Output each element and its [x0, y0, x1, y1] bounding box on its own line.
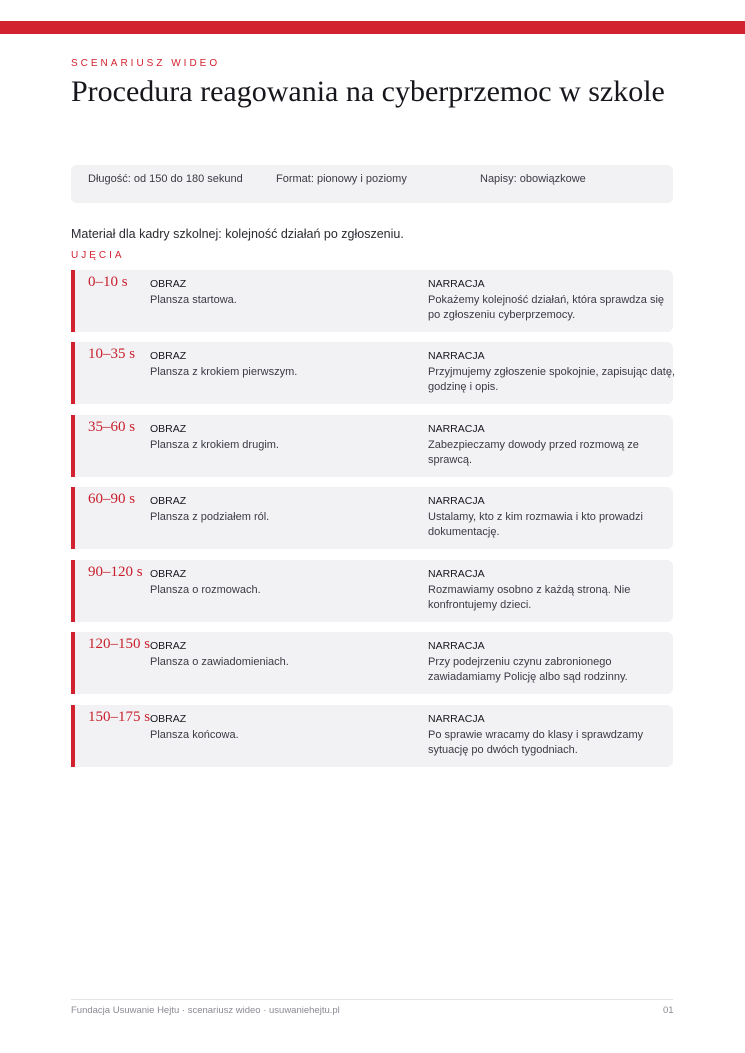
shot-image-text: Plansza o rozmowach.: [150, 583, 261, 596]
shot-card: [71, 415, 673, 477]
shot-card: [71, 560, 673, 622]
narration-label: NARRACJA: [428, 713, 485, 725]
shot-card: [71, 342, 676, 404]
shot-image-column: [150, 349, 412, 380]
section-label-shots: UJĘCIA: [71, 250, 125, 261]
shot-time: 150–175 s: [88, 709, 151, 725]
image-label: OBRAZ: [150, 713, 187, 725]
document-kicker: SCENARIUSZ WIDEO: [71, 58, 221, 69]
shot-narration-column: [428, 422, 678, 469]
shot-narration-text: Przyjmujemy zgłoszenie spokojnie, zapisując datę, godzinę i opis.: [428, 365, 676, 393]
shot-image-column: [150, 639, 412, 670]
shot-time: 0–10 s: [88, 274, 128, 290]
narration-label: NARRACJA: [428, 495, 485, 507]
meta-info-box: [71, 165, 673, 203]
image-label: OBRAZ: [150, 640, 187, 652]
meta-format: Format: pionowy i poziomy: [276, 173, 407, 185]
shot-narration-text: Po sprawie wracamy do klasy i sprawdzamy sytuację po dwóch tygodniach.: [428, 728, 644, 756]
shot-image-column: [150, 567, 412, 598]
shot-narration-column: [428, 567, 678, 614]
shot-image-column: [150, 494, 412, 525]
shot-time: 60–90 s: [88, 491, 136, 507]
shot-image-column: [150, 277, 412, 308]
shot-time: 35–60 s: [88, 419, 136, 435]
image-label: OBRAZ: [150, 568, 187, 580]
narration-label: NARRACJA: [428, 350, 485, 362]
image-label: OBRAZ: [150, 423, 187, 435]
image-label: OBRAZ: [150, 495, 187, 507]
shot-narration-text: Przy podejrzeniu czynu zabronionego zawiadamiamy Policję albo sąd rodzinny.: [428, 655, 628, 683]
shot-card: [71, 487, 673, 549]
shot-narration-column: [428, 639, 678, 686]
image-label: OBRAZ: [150, 350, 187, 362]
footer-divider: [71, 999, 673, 1000]
shot-image-text: Plansza o zawiadomieniach.: [150, 655, 289, 668]
image-label: OBRAZ: [150, 278, 187, 290]
footer-text: Fundacja Usuwanie Hejtu · scenariusz wideo · usuwaniehejtu.pl: [71, 1005, 340, 1016]
shot-image-column: [150, 712, 412, 743]
shot-image-text: Plansza startowa.: [150, 293, 237, 306]
shot-card: [71, 705, 673, 767]
shot-narration-text: Ustalamy, kto z kim rozmawia i kto prowadzi dokumentację.: [428, 510, 643, 538]
shot-narration-text: Pokażemy kolejność działań, która sprawdza się po zgłoszeniu cyberprzemocy.: [428, 293, 665, 321]
shot-narration-column: [428, 349, 678, 396]
intro-text: Materiał dla kadry szkolnej: kolejność działań po zgłoszeniu.: [71, 227, 404, 241]
shot-narration-column: [428, 494, 678, 541]
shot-narration-column: [428, 277, 678, 324]
narration-label: NARRACJA: [428, 278, 485, 290]
shot-card: [71, 632, 673, 694]
shot-narration-text: Rozmawiamy osobno z każdą stroną. Nie konfrontujemy dzieci.: [428, 583, 631, 611]
meta-length: Długość: od 150 do 180 sekund: [88, 173, 243, 185]
shot-time: 120–150 s: [88, 636, 151, 652]
narration-label: NARRACJA: [428, 640, 485, 652]
shot-image-text: Plansza z krokiem drugim.: [150, 438, 279, 451]
narration-label: NARRACJA: [428, 423, 485, 435]
shot-time: 90–120 s: [88, 564, 143, 580]
page-title: Procedura reagowania na cyberprzemoc w szkole: [71, 75, 665, 108]
shot-time: 10–35 s: [88, 346, 136, 362]
shot-image-text: Plansza z podziałem ról.: [150, 510, 270, 523]
shot-image-text: Plansza końcowa.: [150, 728, 239, 741]
meta-subtitles: Napisy: obowiązkowe: [480, 173, 586, 185]
shot-narration-column: [428, 712, 678, 759]
shot-image-text: Plansza z krokiem pierwszym.: [150, 365, 298, 378]
page-number: 01: [663, 1005, 674, 1016]
shot-narration-text: Zabezpieczamy dowody przed rozmową ze sprawcą.: [428, 438, 639, 466]
top-accent-bar: [0, 21, 745, 34]
shot-card: [71, 270, 673, 332]
shot-image-column: [150, 422, 412, 453]
narration-label: NARRACJA: [428, 568, 485, 580]
